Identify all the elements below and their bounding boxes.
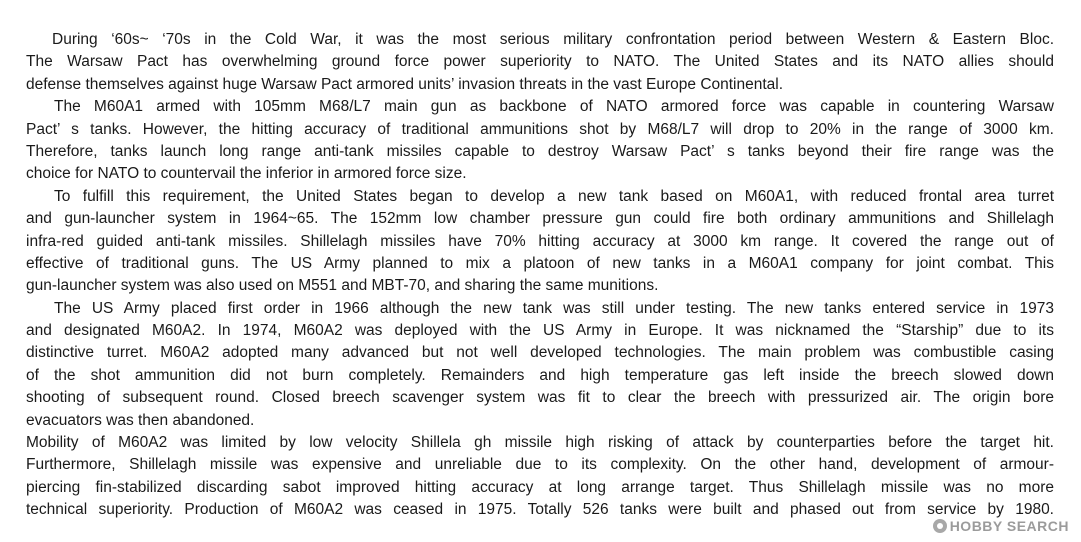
- text-line: and designated M60A2. In 1974, M60A2 was deployed with the US Army in Europe. It was nicknamed the “Starship” due to its: [26, 322, 1054, 340]
- watermark: [933, 518, 1069, 534]
- text-line: The Warsaw Pact has overwhelming ground force power superiority to NATO. The United States and its NATO allies should: [26, 53, 1054, 71]
- text-line: piercing fin-stabilized discarding sabot improved hitting accuracy at long arrange target. Thus Shillelagh missile was no more: [26, 478, 1054, 496]
- text-line: Furthermore, Shillelagh missile was expensive and unreliable due to its complexity. On the other hand, development of armour-: [26, 456, 1054, 474]
- text-line: effective of traditional guns. The US Army planned to mix a platoon of new tanks in a M60A1 company for joint combat. This: [26, 254, 1054, 272]
- text-line: The US Army placed first order in 1966 although the new tank was still under testing. The new tanks entered service in 1973: [54, 299, 1054, 317]
- text-line: choice for NATO to countervail the inferior in armored force size.: [26, 165, 467, 183]
- text-line: defense themselves against huge Warsaw Pact armored units’ invasion threats in the vast Europe Continental.: [26, 75, 784, 93]
- text-line: of the shot ammunition did not burn completely. Remainders and high temperature gas left inside the breech slowed down: [26, 366, 1054, 384]
- text-line: distinctive turret. M60A2 adopted many advanced but not well developed technologies. The main problem was combustible casing: [26, 344, 1054, 362]
- hobby-search-logo-icon: [933, 519, 947, 533]
- document-body: [26, 29, 1054, 522]
- text-line: shooting of subsequent round. Closed breech scavenger system was fit to clear the breech with pressurized air. The origin bore: [26, 389, 1054, 407]
- text-line: The M60A1 armed with 105mm M68/L7 main gun as backbone of NATO armored force was capable in countering Warsaw: [54, 98, 1054, 116]
- text-line: technical superiority. Production of M60A2 was ceased in 1975. Totally 526 tanks were built and phased out from service by 1980.: [26, 501, 1054, 519]
- watermark-text: HOBBY SEARCH: [949, 518, 1069, 534]
- text-line: gun-launcher system was also used on M551 and MBT-70, and sharing the same munitions.: [26, 277, 659, 295]
- text-line: To fulfill this requirement, the United States began to develop a new tank based on M60A1, with reduced frontal area turret: [54, 187, 1054, 205]
- text-line: evacuators was then abandoned.: [26, 411, 255, 429]
- text-line: infra-red guided anti-tank missiles. Shillelagh missiles have 70% hitting accuracy at 3000 km range. It covered the range out of: [26, 232, 1054, 250]
- text-line: During ‘60s~ ‘70s in the Cold War, it was the most serious military confrontation period between Western & Eastern Bloc.: [52, 31, 1054, 48]
- text-line: Mobility of M60A2 was limited by low velocity Shillela gh missile high risking of attack by counterparties before the target hit.: [26, 434, 1054, 452]
- text-line: Pact’ s tanks. However, the hitting accuracy of traditional ammunitions shot by M68/L7 will drop to 20% in the range of 3000 km.: [26, 120, 1054, 138]
- text-line: and gun-launcher system in 1964~65. The 152mm low chamber pressure gun could fire both ordinary ammunitions and Shillelagh: [26, 210, 1054, 228]
- text-line: Therefore, tanks launch long range anti-tank missiles capable to destroy Warsaw Pact’ s tanks beyond their fire range was the: [26, 142, 1054, 160]
